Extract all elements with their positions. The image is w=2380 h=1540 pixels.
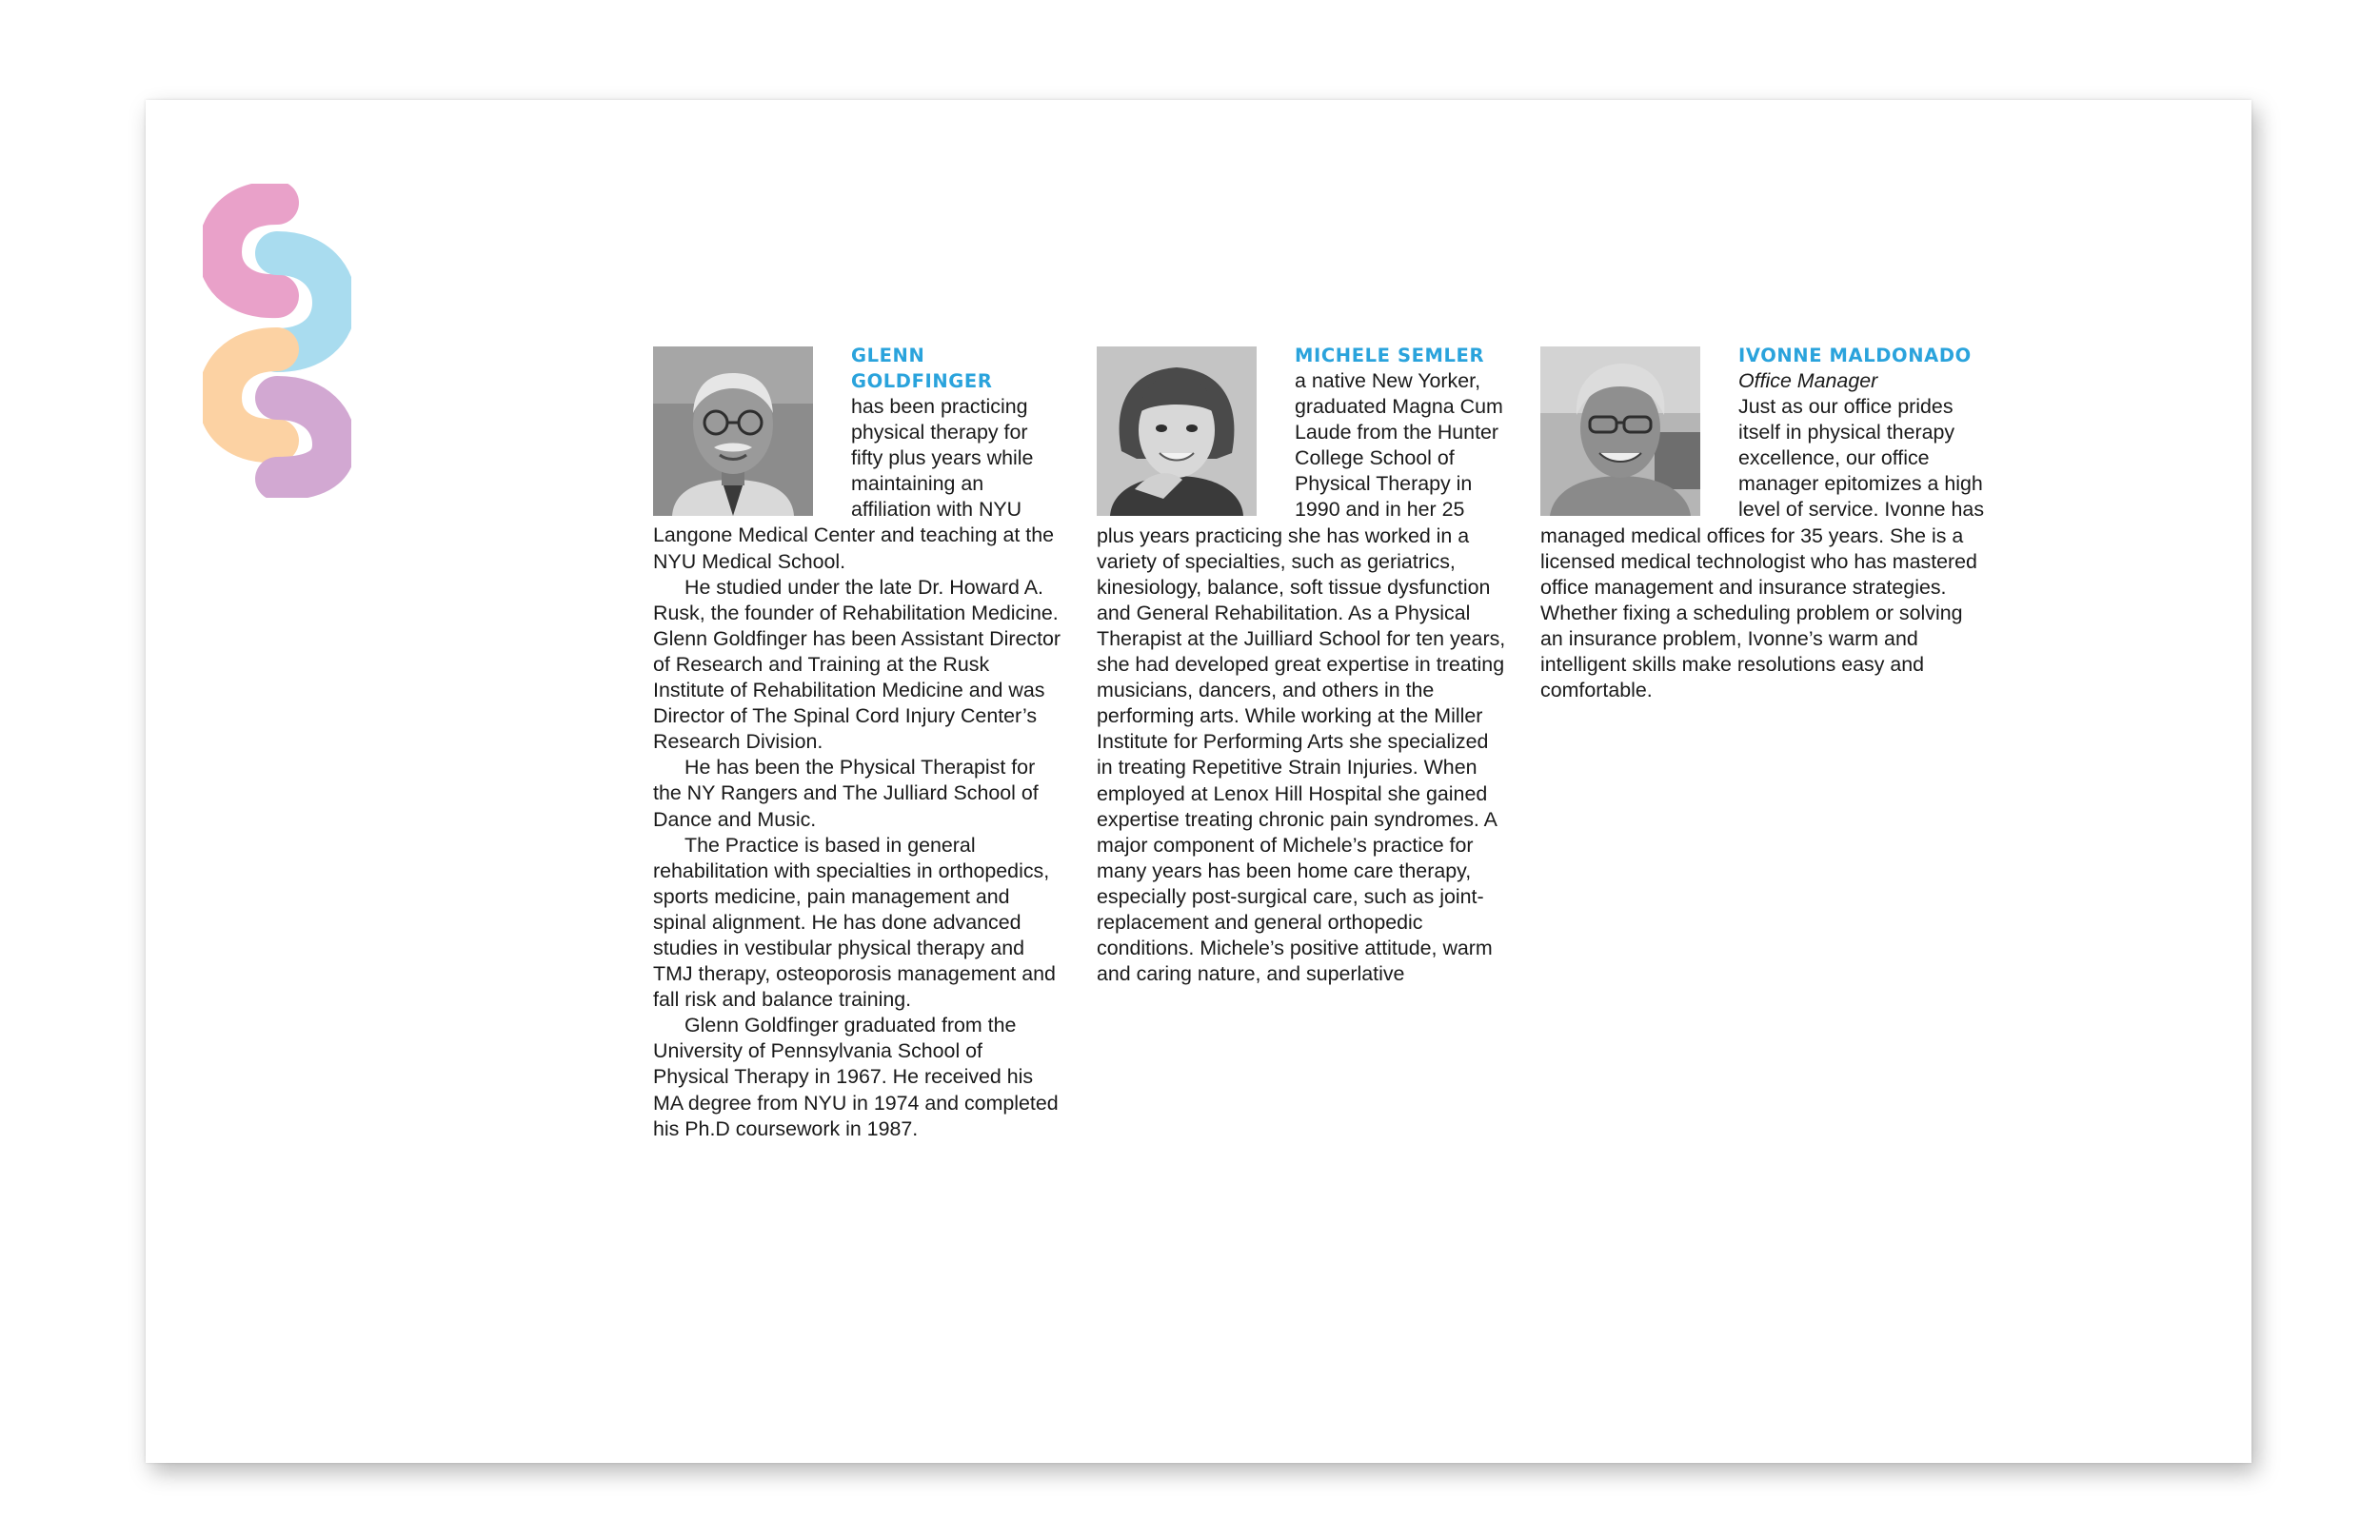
- bio-paragraph: He studied under the late Dr. Howard A. Rusk, the founder of Rehabilitation Medicine. Glenn Goldfinger has been Assistant Director of Research and Training at the Rusk Institute of Rehabilitation Medicine and was Director of The Spinal Cord Injury Center’s Research Division.: [653, 575, 1061, 754]
- bio-paragraph: Glenn Goldfinger graduated from the University of Pennsylvania School of Physical Therapy in 1967. He received his MA degree from NYU in 1974 and completed his Ph.D coursework in 1987.: [653, 1014, 1059, 1140]
- bio-paragraph: He has been the Physical Therapist for the NY Rangers and The Julliard School of Dance and Music.: [653, 756, 1039, 831]
- staff-bio-ivonne: [1540, 343, 1988, 703]
- staff-bio-glenn: [653, 343, 1062, 1142]
- portrait-woman-glasses-icon: [1540, 346, 1700, 516]
- staff-title-ivonne: Office Manager: [1738, 369, 1878, 392]
- photo-ivonne-maldonado: [1540, 346, 1700, 516]
- portrait-woman-icon: [1097, 346, 1257, 516]
- brochure-page: [146, 100, 2251, 1463]
- staff-name-ivonne: IVONNE MALDONADO: [1738, 345, 1972, 366]
- bio-paragraph: has been practicing physical therapy for fifty plus years while maintaining an affiliation with NYU Langone Medical Center and teaching at the NYU Medical School.: [653, 395, 1054, 573]
- staff-name-michele: MICHELE SEMLER: [1295, 345, 1485, 366]
- staff-name-glenn: GLENN GOLDFINGER: [851, 345, 993, 392]
- bio-paragraph: a native New Yorker, graduated Magna Cum Laude from the Hunter College School of Physical Therapy in 1990 and in her 25 plus years practicing she has worked in a variety of specialties, such as geriatrics, kinesiology, balance, soft tissue dysfunction and General Rehabilitation. As a Physical Therapist at the Juilliard School for ten years, she had developed great expertise in treating musicians, dancers, and others in the performing arts. While working at the Miller Institute for Performing Arts she specialized in treating Repetitive Strain Injuries. When employed at Lenox Hill Hospital she gained expertise treating chronic pain syndromes. A major component of Michele’s practice for many years has been home care therapy, especially post-surgical care, such as joint-replacement and general orthopedic conditions. Michele’s positive attitude, warm and caring nature, and superlative: [1097, 369, 1506, 986]
- bio-paragraph: The Practice is based in general rehabilitation with specialties in orthopedics, sports medicine, pain management and spinal alignment. He has done advanced studies in vestibular physical therapy and TMJ therapy, osteoporosis management and fall risk and balance training.: [653, 833, 1056, 1012]
- photo-glenn-goldfinger: [653, 346, 813, 516]
- staff-bio-michele: [1097, 343, 1506, 987]
- photo-michele-semler: [1097, 346, 1257, 516]
- bio-paragraph: Just as our office prides itself in physical therapy excellence, our office manager epitomizes a high level of service. Ivonne has managed medical offices for 35 years. She is a licensed medical technologist who has mastered office management and insurance strategies. Whether fixing a scheduling problem or solving an insurance problem, Ivonne’s warm and intelligent skills make resolutions easy and comfortable.: [1540, 395, 1985, 702]
- portrait-man-icon: [653, 346, 813, 516]
- practice-logo-icon: [203, 184, 351, 498]
